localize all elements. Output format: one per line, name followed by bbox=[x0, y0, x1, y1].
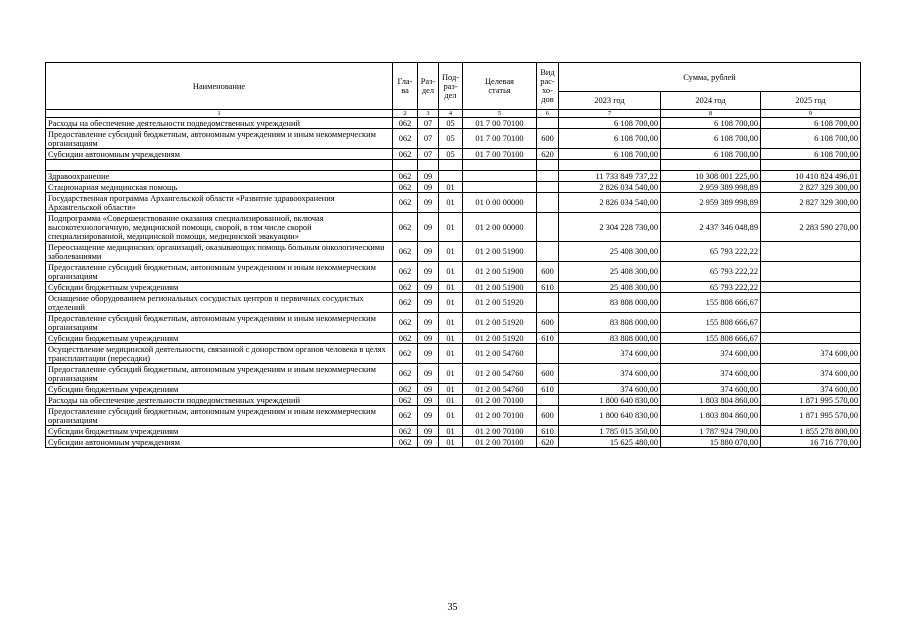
row-sum-2024: 1 787 924 790,00 bbox=[661, 426, 761, 437]
row-sum-2024: 155 808 666,67 bbox=[661, 333, 761, 344]
row-sum-2023: 83 808 000,00 bbox=[559, 293, 661, 313]
row-name: Субсидии бюджетным учреждениям bbox=[46, 282, 393, 293]
row-sum-2024: 2 959 389 998,89 bbox=[661, 182, 761, 193]
row-vid: 620 bbox=[537, 437, 559, 448]
row-razdel: 09 bbox=[418, 333, 439, 344]
row-name: Государственная программа Архангельской области «Развитие здравоохранения Архангельской области» bbox=[46, 193, 393, 213]
row-name: Оснащение оборудованием региональных сосудистых центров и первичных сосудистых отделений bbox=[46, 293, 393, 313]
row-razdel: 09 bbox=[418, 213, 439, 242]
table-row bbox=[46, 129, 861, 149]
row-vid: 610 bbox=[537, 282, 559, 293]
row-sum-2023: 1 785 015 350,00 bbox=[559, 426, 661, 437]
row-sum-2024: 374 600,00 bbox=[661, 364, 761, 384]
row-sum-2025: 1 871 995 570,00 bbox=[761, 406, 861, 426]
row-glava: 062 bbox=[393, 149, 418, 160]
column-number: 2 bbox=[393, 110, 418, 118]
row-vid: 600 bbox=[537, 313, 559, 333]
table-row bbox=[46, 437, 861, 448]
row-sum-2025: 16 716 770,00 bbox=[761, 437, 861, 448]
row-target bbox=[463, 182, 537, 193]
row-razdel bbox=[418, 160, 439, 171]
row-sum-2023: 25 408 300,00 bbox=[559, 242, 661, 262]
column-number: 4 bbox=[439, 110, 463, 118]
row-podrazdel: 01 bbox=[439, 406, 463, 426]
row-glava: 062 bbox=[393, 171, 418, 182]
table-body bbox=[46, 118, 861, 448]
row-sum-2025: 2 283 590 270,00 bbox=[761, 213, 861, 242]
row-sum-2024: 155 808 666,67 bbox=[661, 293, 761, 313]
row-target: 01 7 00 70100 bbox=[463, 129, 537, 149]
header-glava: Гла- ва bbox=[393, 63, 418, 110]
table-row bbox=[46, 160, 861, 171]
row-sum-2023: 83 808 000,00 bbox=[559, 333, 661, 344]
row-razdel: 09 bbox=[418, 313, 439, 333]
row-vid bbox=[537, 213, 559, 242]
row-target: 01 0 00 00000 bbox=[463, 193, 537, 213]
row-name: Предоставление субсидий бюджетным, автономным учреждениям и иным некоммерческим организациям bbox=[46, 129, 393, 149]
row-glava: 062 bbox=[393, 242, 418, 262]
table-row bbox=[46, 193, 861, 213]
table-row bbox=[46, 293, 861, 313]
row-sum-2023: 11 733 849 737,22 bbox=[559, 171, 661, 182]
table-row bbox=[46, 364, 861, 384]
row-glava: 062 bbox=[393, 395, 418, 406]
row-glava: 062 bbox=[393, 282, 418, 293]
row-razdel: 09 bbox=[418, 182, 439, 193]
row-glava: 062 bbox=[393, 262, 418, 282]
row-target: 01 2 00 51900 bbox=[463, 262, 537, 282]
header-vid: Вид рас- хо- дов bbox=[537, 63, 559, 110]
row-target: 01 2 00 51900 bbox=[463, 242, 537, 262]
row-razdel: 09 bbox=[418, 344, 439, 364]
row-sum-2023: 2 826 034 540,00 bbox=[559, 182, 661, 193]
row-target bbox=[463, 171, 537, 182]
row-target: 01 7 00 70100 bbox=[463, 118, 537, 129]
row-target: 01 2 00 54760 bbox=[463, 344, 537, 364]
row-podrazdel bbox=[439, 171, 463, 182]
row-vid: 610 bbox=[537, 333, 559, 344]
table-row bbox=[46, 395, 861, 406]
row-podrazdel: 05 bbox=[439, 149, 463, 160]
row-sum-2025 bbox=[761, 242, 861, 262]
table-row bbox=[46, 118, 861, 129]
row-sum-2024: 65 793 222,22 bbox=[661, 242, 761, 262]
row-sum-2025 bbox=[761, 282, 861, 293]
column-number: 7 bbox=[559, 110, 661, 118]
table-row bbox=[46, 313, 861, 333]
row-sum-2023: 1 800 640 830,00 bbox=[559, 406, 661, 426]
row-target: 01 2 00 51920 bbox=[463, 293, 537, 313]
row-sum-2023: 2 826 034 540,00 bbox=[559, 193, 661, 213]
row-vid: 600 bbox=[537, 406, 559, 426]
row-target: 01 2 00 70100 bbox=[463, 426, 537, 437]
row-glava: 062 bbox=[393, 213, 418, 242]
table-row bbox=[46, 149, 861, 160]
row-sum-2025: 374 600,00 bbox=[761, 344, 861, 364]
row-sum-2024: 65 793 222,22 bbox=[661, 282, 761, 293]
row-target: 01 2 00 00000 bbox=[463, 213, 537, 242]
header-podrazdel: Под- раз- дел bbox=[439, 63, 463, 110]
row-vid: 600 bbox=[537, 364, 559, 384]
table-row bbox=[46, 182, 861, 193]
column-number: 6 bbox=[537, 110, 559, 118]
row-target bbox=[463, 160, 537, 171]
table-row bbox=[46, 171, 861, 182]
column-number: 5 bbox=[463, 110, 537, 118]
row-sum-2024: 155 808 666,67 bbox=[661, 313, 761, 333]
page-number: 35 bbox=[447, 602, 458, 613]
row-podrazdel: 01 bbox=[439, 333, 463, 344]
row-glava: 062 bbox=[393, 333, 418, 344]
row-podrazdel: 01 bbox=[439, 395, 463, 406]
row-target: 01 2 00 70100 bbox=[463, 406, 537, 426]
row-name: Расходы на обеспечение деятельности подведомственных учреждений bbox=[46, 395, 393, 406]
row-podrazdel: 01 bbox=[439, 182, 463, 193]
row-vid bbox=[537, 182, 559, 193]
header-sum: Сумма, рублей bbox=[559, 63, 861, 92]
column-number-row bbox=[46, 110, 861, 118]
table-row bbox=[46, 242, 861, 262]
row-glava bbox=[393, 160, 418, 171]
row-vid: 610 bbox=[537, 384, 559, 395]
row-target: 01 2 00 70100 bbox=[463, 437, 537, 448]
row-sum-2025: 1 871 995 570,00 bbox=[761, 395, 861, 406]
row-name: Предоставление субсидий бюджетным, автономным учреждениям и иным некоммерческим организациям bbox=[46, 262, 393, 282]
budget-table bbox=[45, 62, 861, 448]
row-sum-2024 bbox=[661, 160, 761, 171]
row-target: 01 2 00 54760 bbox=[463, 364, 537, 384]
row-vid bbox=[537, 242, 559, 262]
row-sum-2024: 6 108 700,00 bbox=[661, 129, 761, 149]
row-razdel: 09 bbox=[418, 171, 439, 182]
row-vid bbox=[537, 344, 559, 364]
header-year-2023: 2023 год bbox=[559, 92, 661, 110]
header-year-2024: 2024 год bbox=[661, 92, 761, 110]
row-vid: 600 bbox=[537, 262, 559, 282]
row-sum-2024: 10 308 001 225,00 bbox=[661, 171, 761, 182]
row-vid: 610 bbox=[537, 426, 559, 437]
row-sum-2023: 6 108 700,00 bbox=[559, 118, 661, 129]
row-razdel: 09 bbox=[418, 282, 439, 293]
row-sum-2025: 10 410 824 496,01 bbox=[761, 171, 861, 182]
row-glava: 062 bbox=[393, 364, 418, 384]
row-name: Предоставление субсидий бюджетным, автономным учреждениям и иным некоммерческим организациям bbox=[46, 313, 393, 333]
row-vid bbox=[537, 193, 559, 213]
row-sum-2024: 2 959 389 998,89 bbox=[661, 193, 761, 213]
row-glava: 062 bbox=[393, 182, 418, 193]
column-number: 3 bbox=[418, 110, 439, 118]
row-glava: 062 bbox=[393, 293, 418, 313]
row-target: 01 2 00 70100 bbox=[463, 395, 537, 406]
row-vid bbox=[537, 171, 559, 182]
row-sum-2024: 374 600,00 bbox=[661, 384, 761, 395]
table-row bbox=[46, 406, 861, 426]
row-sum-2025: 2 827 329 300,00 bbox=[761, 182, 861, 193]
row-sum-2024: 1 803 804 860,00 bbox=[661, 406, 761, 426]
row-sum-2023: 374 600,00 bbox=[559, 384, 661, 395]
row-sum-2025: 6 108 700,00 bbox=[761, 129, 861, 149]
row-sum-2023: 374 600,00 bbox=[559, 344, 661, 364]
table-row bbox=[46, 262, 861, 282]
row-name bbox=[46, 160, 393, 171]
row-vid bbox=[537, 160, 559, 171]
row-sum-2023: 83 808 000,00 bbox=[559, 313, 661, 333]
row-name: Субсидии бюджетным учреждениям bbox=[46, 384, 393, 395]
row-sum-2023: 15 625 480,00 bbox=[559, 437, 661, 448]
row-sum-2024: 2 437 346 048,89 bbox=[661, 213, 761, 242]
row-sum-2025: 6 108 700,00 bbox=[761, 149, 861, 160]
row-podrazdel: 01 bbox=[439, 242, 463, 262]
header-target: Целевая статья bbox=[463, 63, 537, 110]
table-row bbox=[46, 344, 861, 364]
header-year-2025: 2025 год bbox=[761, 92, 861, 110]
row-name: Стационарная медицинская помощь bbox=[46, 182, 393, 193]
row-razdel: 07 bbox=[418, 118, 439, 129]
row-name: Субсидии бюджетным учреждениям bbox=[46, 333, 393, 344]
row-name: Переоснащение медицинских организаций, оказывающих помощь больным онкологическими заболеваниями bbox=[46, 242, 393, 262]
row-sum-2025: 6 108 700,00 bbox=[761, 118, 861, 129]
row-glava: 062 bbox=[393, 313, 418, 333]
row-sum-2023: 374 600,00 bbox=[559, 364, 661, 384]
row-podrazdel: 01 bbox=[439, 293, 463, 313]
row-podrazdel: 01 bbox=[439, 262, 463, 282]
row-razdel: 09 bbox=[418, 426, 439, 437]
row-glava: 062 bbox=[393, 437, 418, 448]
row-sum-2025: 374 600,00 bbox=[761, 364, 861, 384]
row-glava: 062 bbox=[393, 193, 418, 213]
row-vid: 600 bbox=[537, 129, 559, 149]
row-razdel: 09 bbox=[418, 293, 439, 313]
row-name: Субсидии автономным учреждениям bbox=[46, 149, 393, 160]
row-sum-2025 bbox=[761, 262, 861, 282]
table-row bbox=[46, 333, 861, 344]
row-podrazdel: 01 bbox=[439, 313, 463, 333]
row-razdel: 09 bbox=[418, 384, 439, 395]
row-name: Предоставление субсидий бюджетным, автономным учреждениям и иным некоммерческим организациям bbox=[46, 364, 393, 384]
table-row bbox=[46, 384, 861, 395]
table-row bbox=[46, 426, 861, 437]
row-razdel: 09 bbox=[418, 262, 439, 282]
row-glava: 062 bbox=[393, 118, 418, 129]
row-sum-2023 bbox=[559, 160, 661, 171]
row-name: Осуществление медицинской деятельности, связанной с донорством органов человека в целях трансплантации (пересадки) bbox=[46, 344, 393, 364]
row-name: Расходы на обеспечение деятельности подведомственных учреждений bbox=[46, 118, 393, 129]
row-sum-2025 bbox=[761, 293, 861, 313]
column-number: 9 bbox=[761, 110, 861, 118]
row-name: Субсидии бюджетным учреждениям bbox=[46, 426, 393, 437]
row-name: Предоставление субсидий бюджетным, автономным учреждениям и иным некоммерческим организациям bbox=[46, 406, 393, 426]
row-sum-2024: 6 108 700,00 bbox=[661, 149, 761, 160]
row-razdel: 09 bbox=[418, 242, 439, 262]
row-glava: 062 bbox=[393, 426, 418, 437]
row-razdel: 09 bbox=[418, 395, 439, 406]
row-name: Здравоохранение bbox=[46, 171, 393, 182]
row-sum-2025: 374 600,00 bbox=[761, 384, 861, 395]
row-podrazdel: 01 bbox=[439, 344, 463, 364]
row-sum-2023: 25 408 300,00 bbox=[559, 262, 661, 282]
row-sum-2025: 2 827 329 300,00 bbox=[761, 193, 861, 213]
row-target: 01 2 00 51920 bbox=[463, 333, 537, 344]
row-glava: 062 bbox=[393, 344, 418, 364]
row-target: 01 2 00 51920 bbox=[463, 313, 537, 333]
row-podrazdel bbox=[439, 160, 463, 171]
row-sum-2025 bbox=[761, 313, 861, 333]
header-name: Наименование bbox=[46, 63, 393, 110]
column-number: 8 bbox=[661, 110, 761, 118]
row-podrazdel: 01 bbox=[439, 364, 463, 384]
row-podrazdel: 01 bbox=[439, 193, 463, 213]
row-vid: 620 bbox=[537, 149, 559, 160]
row-razdel: 07 bbox=[418, 129, 439, 149]
row-vid bbox=[537, 118, 559, 129]
row-podrazdel: 01 bbox=[439, 213, 463, 242]
row-podrazdel: 05 bbox=[439, 129, 463, 149]
row-sum-2024: 15 880 070,00 bbox=[661, 437, 761, 448]
row-podrazdel: 01 bbox=[439, 437, 463, 448]
row-glava: 062 bbox=[393, 129, 418, 149]
row-glava: 062 bbox=[393, 406, 418, 426]
row-podrazdel: 05 bbox=[439, 118, 463, 129]
row-razdel: 09 bbox=[418, 364, 439, 384]
row-sum-2025: 1 855 278 800,00 bbox=[761, 426, 861, 437]
table-row bbox=[46, 282, 861, 293]
row-vid bbox=[537, 293, 559, 313]
row-target: 01 2 00 51900 bbox=[463, 282, 537, 293]
row-sum-2025 bbox=[761, 160, 861, 171]
row-glava: 062 bbox=[393, 384, 418, 395]
row-sum-2023: 2 304 228 730,00 bbox=[559, 213, 661, 242]
row-name: Подпрограмма «Совершенствование оказания специализированной, включая высокотехнологичную, медицинской помощи, скорой, в том числе скорой специализированной, медицинской помощи, медицинской эвакуации» bbox=[46, 213, 393, 242]
row-name: Субсидии автономным учреждениям bbox=[46, 437, 393, 448]
row-sum-2024: 374 600,00 bbox=[661, 344, 761, 364]
row-podrazdel: 01 bbox=[439, 282, 463, 293]
table-row bbox=[46, 213, 861, 242]
row-target: 01 2 00 54760 bbox=[463, 384, 537, 395]
table-header bbox=[46, 63, 861, 118]
row-sum-2023: 1 800 640 830,00 bbox=[559, 395, 661, 406]
row-razdel: 09 bbox=[418, 193, 439, 213]
row-vid bbox=[537, 395, 559, 406]
row-razdel: 07 bbox=[418, 149, 439, 160]
row-sum-2023: 25 408 300,00 bbox=[559, 282, 661, 293]
row-sum-2024: 6 108 700,00 bbox=[661, 118, 761, 129]
row-razdel: 09 bbox=[418, 437, 439, 448]
row-podrazdel: 01 bbox=[439, 384, 463, 395]
row-podrazdel: 01 bbox=[439, 426, 463, 437]
row-sum-2025 bbox=[761, 333, 861, 344]
row-razdel: 09 bbox=[418, 406, 439, 426]
row-sum-2023: 6 108 700,00 bbox=[559, 129, 661, 149]
header-razdel: Раз- дел bbox=[418, 63, 439, 110]
column-number: 1 bbox=[46, 110, 393, 118]
row-sum-2024: 1 803 804 860,00 bbox=[661, 395, 761, 406]
row-sum-2023: 6 108 700,00 bbox=[559, 149, 661, 160]
row-target: 01 7 00 70100 bbox=[463, 149, 537, 160]
row-sum-2024: 65 793 222,22 bbox=[661, 262, 761, 282]
